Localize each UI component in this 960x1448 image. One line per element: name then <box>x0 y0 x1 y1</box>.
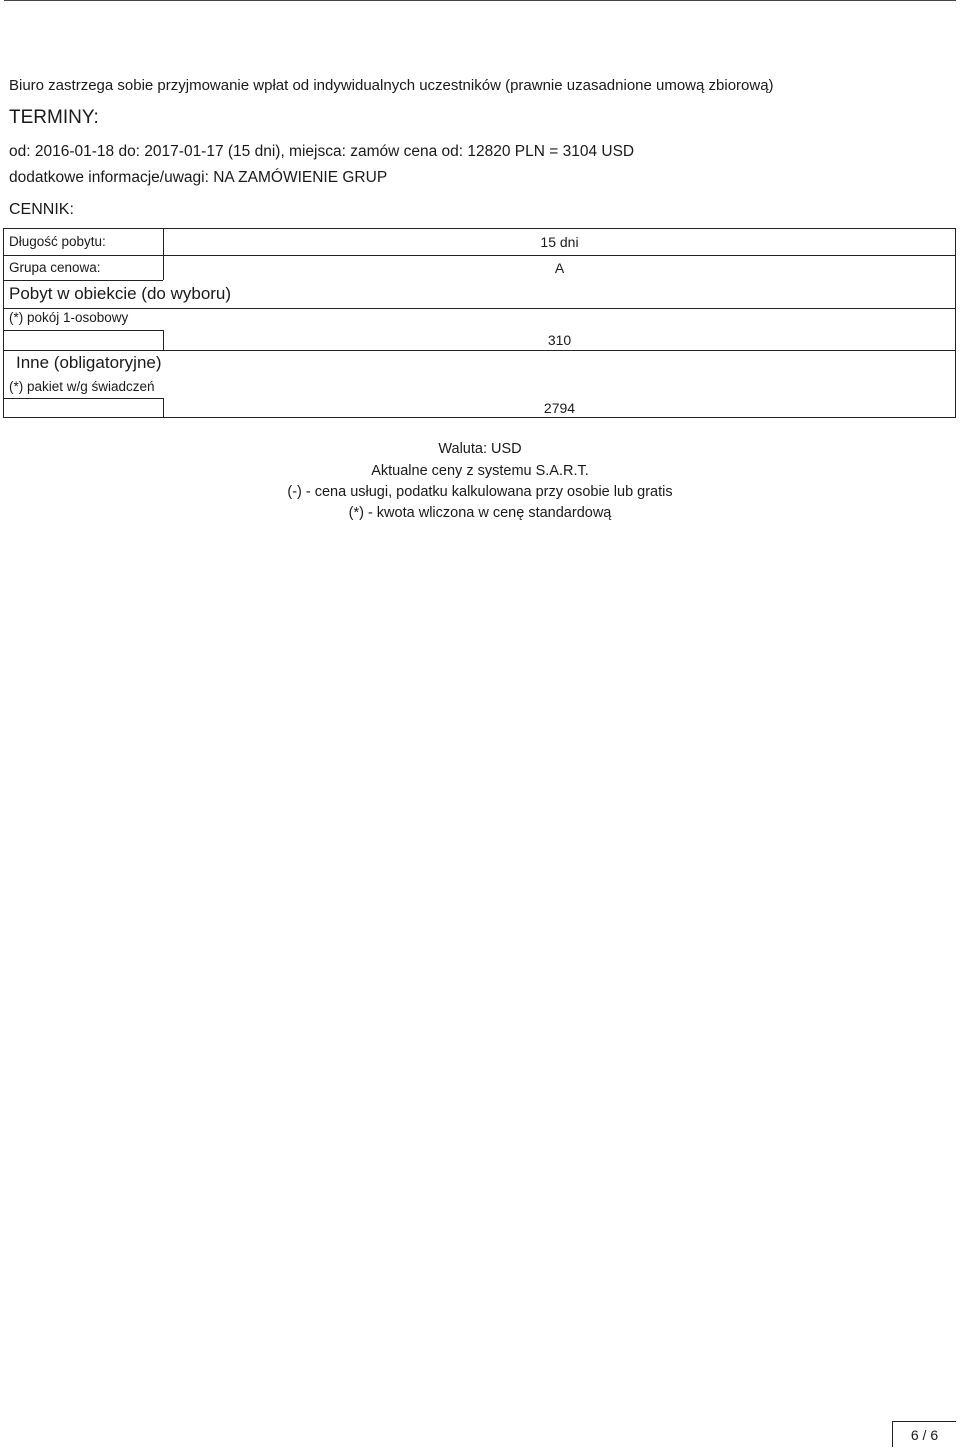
terminy-info-line: dodatkowe informacje/uwagi: NA ZAMÓWIENIE GRUP <box>9 169 388 186</box>
top-rule <box>4 0 956 1</box>
table-row-rule <box>4 398 163 399</box>
pakiet-value: 2794 <box>543 400 576 416</box>
terminy-heading: TERMINY: <box>9 107 99 128</box>
pokoj-label: (*) pokój 1-osobowy <box>9 310 129 325</box>
pobyt-section-title: Pobyt w obiekcie (do wyboru) <box>9 284 232 303</box>
price-table <box>3 228 956 418</box>
table-row-rule <box>4 308 955 309</box>
cennik-heading: CENNIK: <box>9 201 74 218</box>
table-row-rule <box>4 350 955 351</box>
inne-section-title: Inne (obligatoryjne) <box>16 353 162 372</box>
dlugosc-label: Długość pobytu: <box>9 234 106 249</box>
grupa-label: Grupa cenowa: <box>9 260 101 275</box>
pokoj-value: 310 <box>547 332 572 348</box>
page-number: 6 / 6 <box>892 1421 956 1447</box>
table-row-rule <box>4 255 955 256</box>
minus-note: (-) - cena usługi, podatku kalkulowana przy osobie lub gratis <box>287 484 673 500</box>
aktualne-note: Aktualne ceny z systemu S.A.R.T. <box>371 463 589 479</box>
waluta-note: Waluta: USD <box>438 441 522 457</box>
grupa-value: A <box>554 260 565 276</box>
table-row-rule <box>4 280 163 281</box>
intro-text: Biuro zastrzega sobie przyjmowanie wpłat od indywidualnych uczestników (prawnie uzasadnione umową zbiorową) <box>9 77 774 94</box>
terminy-dates-line: od: 2016-01-18 do: 2017-01-17 (15 dni), miejsca: zamów cena od: 12820 PLN = 3104 USD <box>9 143 635 160</box>
pakiet-label: (*) pakiet w/g świadczeń <box>9 379 155 394</box>
table-row-rule <box>4 330 163 331</box>
star-note: (*) - kwota wliczona w cenę standardową <box>348 505 612 521</box>
dlugosc-value: 15 dni <box>540 234 579 250</box>
